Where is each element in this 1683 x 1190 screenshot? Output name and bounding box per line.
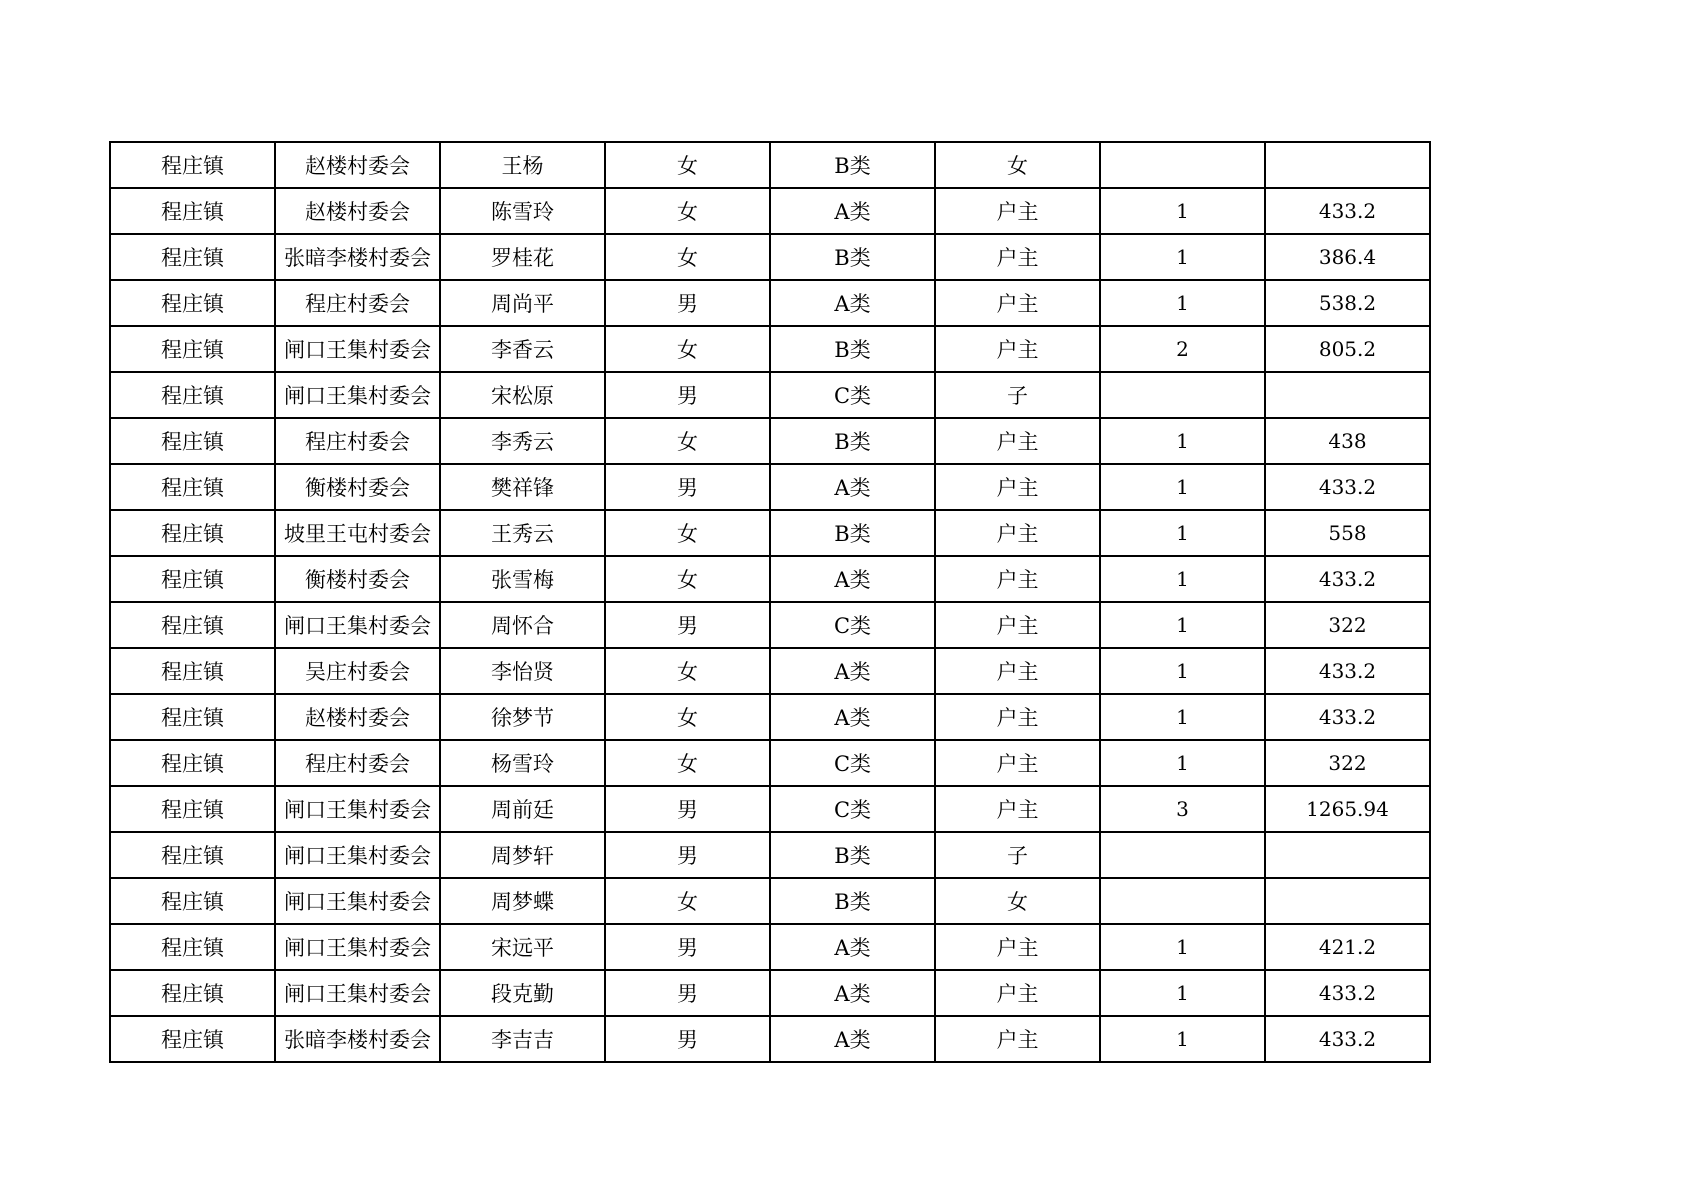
cell-village-committee: 程庄村委会 [275, 740, 440, 786]
cell-gender: 男 [605, 786, 770, 832]
cell-town: 程庄镇 [110, 740, 275, 786]
cell-gender: 女 [605, 556, 770, 602]
cell-category: A类 [770, 280, 935, 326]
table-row [110, 740, 1430, 786]
cell-household-count: 1 [1100, 1016, 1265, 1062]
cell-relation: 户主 [935, 234, 1100, 280]
cell-relation: 户主 [935, 280, 1100, 326]
cell-household-count: 1 [1100, 188, 1265, 234]
cell-category: A类 [770, 970, 935, 1016]
cell-village-committee: 闸口王集村委会 [275, 326, 440, 372]
cell-village-committee: 赵楼村委会 [275, 188, 440, 234]
cell-amount: 433.2 [1265, 464, 1430, 510]
cell-village-committee: 吴庄村委会 [275, 648, 440, 694]
table-row [110, 1016, 1430, 1062]
table-row [110, 464, 1430, 510]
cell-amount: 421.2 [1265, 924, 1430, 970]
cell-town: 程庄镇 [110, 970, 275, 1016]
cell-town: 程庄镇 [110, 142, 275, 188]
cell-village-committee: 闸口王集村委会 [275, 878, 440, 924]
cell-category: A类 [770, 556, 935, 602]
cell-gender: 男 [605, 832, 770, 878]
cell-town: 程庄镇 [110, 786, 275, 832]
cell-town: 程庄镇 [110, 234, 275, 280]
cell-name: 杨雪玲 [440, 740, 605, 786]
cell-relation: 户主 [935, 740, 1100, 786]
cell-category: B类 [770, 326, 935, 372]
table-row [110, 694, 1430, 740]
cell-village-committee: 程庄村委会 [275, 418, 440, 464]
cell-category: B类 [770, 234, 935, 280]
cell-gender: 女 [605, 694, 770, 740]
cell-name: 陈雪玲 [440, 188, 605, 234]
cell-amount: 438 [1265, 418, 1430, 464]
cell-amount: 433.2 [1265, 556, 1430, 602]
cell-gender: 男 [605, 1016, 770, 1062]
cell-relation: 户主 [935, 418, 1100, 464]
cell-amount: 433.2 [1265, 694, 1430, 740]
cell-name: 徐梦节 [440, 694, 605, 740]
cell-gender: 男 [605, 464, 770, 510]
cell-village-committee: 张暗李楼村委会 [275, 234, 440, 280]
table-row [110, 510, 1430, 556]
cell-town: 程庄镇 [110, 924, 275, 970]
table-row [110, 648, 1430, 694]
cell-category: C类 [770, 786, 935, 832]
cell-village-committee: 闸口王集村委会 [275, 924, 440, 970]
table-row [110, 326, 1430, 372]
cell-amount: 322 [1265, 740, 1430, 786]
cell-name: 樊祥锋 [440, 464, 605, 510]
cell-category: B类 [770, 510, 935, 556]
cell-category: B类 [770, 418, 935, 464]
cell-name: 罗桂花 [440, 234, 605, 280]
cell-category: C类 [770, 372, 935, 418]
table-row [110, 786, 1430, 832]
cell-household-count: 1 [1100, 280, 1265, 326]
cell-gender: 女 [605, 188, 770, 234]
cell-name: 周怀合 [440, 602, 605, 648]
cell-relation: 女 [935, 142, 1100, 188]
cell-amount: 1265.94 [1265, 786, 1430, 832]
cell-town: 程庄镇 [110, 326, 275, 372]
table-row [110, 832, 1430, 878]
cell-household-count: 1 [1100, 602, 1265, 648]
cell-amount: 433.2 [1265, 970, 1430, 1016]
cell-relation: 户主 [935, 786, 1100, 832]
cell-village-committee: 闸口王集村委会 [275, 372, 440, 418]
cell-amount: 386.4 [1265, 234, 1430, 280]
cell-category: A类 [770, 924, 935, 970]
cell-name: 李香云 [440, 326, 605, 372]
cell-household-count: 1 [1100, 464, 1265, 510]
cell-gender: 女 [605, 878, 770, 924]
cell-relation: 户主 [935, 648, 1100, 694]
cell-relation: 户主 [935, 1016, 1100, 1062]
cell-amount: 558 [1265, 510, 1430, 556]
cell-village-committee: 闸口王集村委会 [275, 832, 440, 878]
cell-gender: 女 [605, 740, 770, 786]
table-row [110, 602, 1430, 648]
cell-name: 李怡贤 [440, 648, 605, 694]
cell-town: 程庄镇 [110, 878, 275, 924]
cell-amount: 433.2 [1265, 188, 1430, 234]
cell-town: 程庄镇 [110, 648, 275, 694]
cell-household-count: 2 [1100, 326, 1265, 372]
cell-household-count [1100, 372, 1265, 418]
cell-town: 程庄镇 [110, 1016, 275, 1062]
cell-name: 李吉吉 [440, 1016, 605, 1062]
cell-town: 程庄镇 [110, 832, 275, 878]
cell-relation: 户主 [935, 970, 1100, 1016]
cell-village-committee: 程庄村委会 [275, 280, 440, 326]
table-row [110, 878, 1430, 924]
table-row [110, 234, 1430, 280]
cell-category: C类 [770, 602, 935, 648]
cell-category: B类 [770, 832, 935, 878]
cell-household-count: 1 [1100, 694, 1265, 740]
cell-town: 程庄镇 [110, 602, 275, 648]
cell-category: A类 [770, 648, 935, 694]
cell-village-committee: 闸口王集村委会 [275, 970, 440, 1016]
cell-town: 程庄镇 [110, 464, 275, 510]
cell-village-committee: 张暗李楼村委会 [275, 1016, 440, 1062]
table-row [110, 280, 1430, 326]
cell-category: A类 [770, 694, 935, 740]
cell-relation: 户主 [935, 464, 1100, 510]
cell-town: 程庄镇 [110, 418, 275, 464]
table-row [110, 188, 1430, 234]
cell-town: 程庄镇 [110, 510, 275, 556]
cell-amount: 433.2 [1265, 1016, 1430, 1062]
cell-household-count: 1 [1100, 648, 1265, 694]
cell-name: 王秀云 [440, 510, 605, 556]
cell-relation: 户主 [935, 924, 1100, 970]
cell-category: B类 [770, 878, 935, 924]
cell-village-committee: 衡楼村委会 [275, 556, 440, 602]
cell-gender: 男 [605, 372, 770, 418]
spreadsheet-page [109, 141, 1431, 1063]
cell-category: A类 [770, 1016, 935, 1062]
cell-amount [1265, 878, 1430, 924]
cell-gender: 女 [605, 142, 770, 188]
cell-household-count: 3 [1100, 786, 1265, 832]
table-row [110, 970, 1430, 1016]
cell-amount: 538.2 [1265, 280, 1430, 326]
cell-household-count: 1 [1100, 234, 1265, 280]
cell-category: C类 [770, 740, 935, 786]
cell-name: 宋松原 [440, 372, 605, 418]
cell-household-count [1100, 878, 1265, 924]
cell-category: A类 [770, 188, 935, 234]
cell-amount: 433.2 [1265, 648, 1430, 694]
cell-village-committee: 坡里王屯村委会 [275, 510, 440, 556]
cell-town: 程庄镇 [110, 556, 275, 602]
cell-household-count: 1 [1100, 924, 1265, 970]
cell-name: 宋远平 [440, 924, 605, 970]
table-row [110, 556, 1430, 602]
data-table [109, 141, 1431, 1063]
cell-village-committee: 衡楼村委会 [275, 464, 440, 510]
cell-town: 程庄镇 [110, 188, 275, 234]
cell-relation: 户主 [935, 694, 1100, 740]
cell-household-count: 1 [1100, 418, 1265, 464]
cell-amount [1265, 142, 1430, 188]
cell-relation: 户主 [935, 510, 1100, 556]
cell-name: 段克勤 [440, 970, 605, 1016]
cell-name: 周梦蝶 [440, 878, 605, 924]
cell-gender: 女 [605, 326, 770, 372]
cell-amount: 805.2 [1265, 326, 1430, 372]
table-row [110, 142, 1430, 188]
table-row [110, 418, 1430, 464]
cell-relation: 户主 [935, 326, 1100, 372]
cell-gender: 男 [605, 280, 770, 326]
cell-name: 张雪梅 [440, 556, 605, 602]
cell-amount: 322 [1265, 602, 1430, 648]
cell-name: 周梦轩 [440, 832, 605, 878]
cell-amount [1265, 372, 1430, 418]
cell-town: 程庄镇 [110, 372, 275, 418]
cell-household-count: 1 [1100, 740, 1265, 786]
cell-household-count: 1 [1100, 970, 1265, 1016]
table-row [110, 924, 1430, 970]
cell-town: 程庄镇 [110, 280, 275, 326]
cell-relation: 女 [935, 878, 1100, 924]
cell-household-count [1100, 142, 1265, 188]
cell-gender: 男 [605, 924, 770, 970]
cell-category: A类 [770, 464, 935, 510]
cell-gender: 女 [605, 234, 770, 280]
cell-gender: 男 [605, 970, 770, 1016]
cell-name: 王杨 [440, 142, 605, 188]
cell-name: 周尚平 [440, 280, 605, 326]
cell-amount [1265, 832, 1430, 878]
cell-household-count: 1 [1100, 556, 1265, 602]
table-row [110, 372, 1430, 418]
cell-name: 李秀云 [440, 418, 605, 464]
table-body [110, 142, 1430, 1062]
cell-relation: 子 [935, 832, 1100, 878]
cell-relation: 户主 [935, 188, 1100, 234]
cell-gender: 女 [605, 510, 770, 556]
cell-relation: 户主 [935, 556, 1100, 602]
cell-household-count [1100, 832, 1265, 878]
cell-household-count: 1 [1100, 510, 1265, 556]
cell-gender: 女 [605, 648, 770, 694]
cell-relation: 户主 [935, 602, 1100, 648]
cell-category: B类 [770, 142, 935, 188]
cell-village-committee: 闸口王集村委会 [275, 602, 440, 648]
cell-gender: 女 [605, 418, 770, 464]
cell-town: 程庄镇 [110, 694, 275, 740]
cell-gender: 男 [605, 602, 770, 648]
cell-relation: 子 [935, 372, 1100, 418]
cell-name: 周前廷 [440, 786, 605, 832]
cell-village-committee: 赵楼村委会 [275, 142, 440, 188]
cell-village-committee: 闸口王集村委会 [275, 786, 440, 832]
cell-village-committee: 赵楼村委会 [275, 694, 440, 740]
